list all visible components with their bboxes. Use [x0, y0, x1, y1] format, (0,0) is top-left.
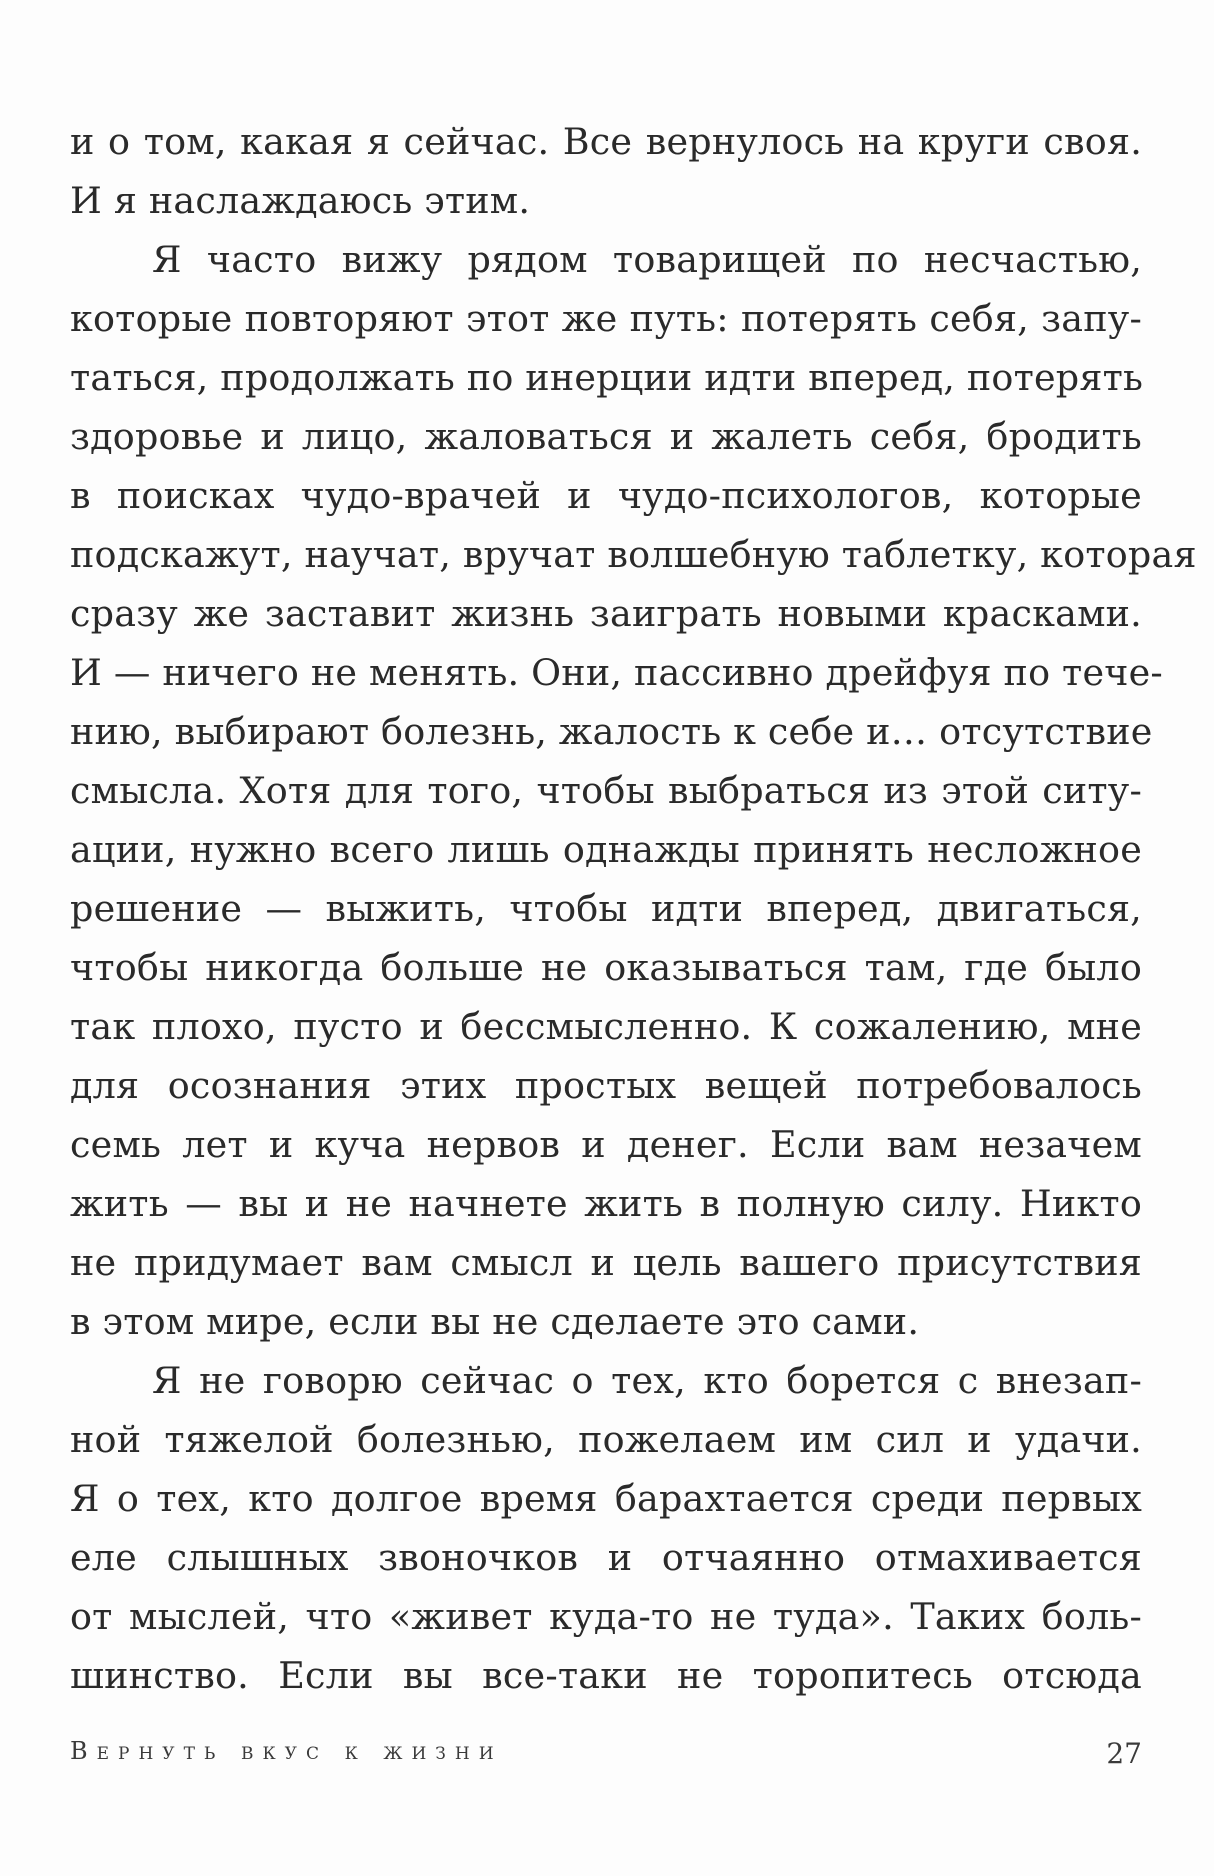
text-line: И я наслаждаюсь этим. [70, 179, 531, 222]
text-line: для осознания этих простых вещей потребовалось [70, 1064, 1142, 1107]
text-line: от мыслей, что «живет куда-то не туда». Таких боль- [70, 1595, 1142, 1638]
text-line: в этом мире, если вы не сделаете это сами. [70, 1300, 920, 1343]
text-line: нию, выбирают болезнь, жалость к себе и… отсутствие [70, 710, 1153, 753]
text-line: И — ничего не менять. Они, пассивно дрейфуя по тече- [70, 651, 1163, 694]
text-line: ной тяжелой болезнью, пожелаем им сил и удачи. [70, 1418, 1142, 1461]
text-line: жить — вы и не начнете жить в полную силу. Никто [70, 1182, 1142, 1225]
text-line: таться, продолжать по инерции идти вперед, потерять [70, 356, 1144, 399]
text-line: в поисках чудо-врачей и чудо-психологов, которые [70, 474, 1142, 517]
text-line: здоровье и лицо, жаловаться и жалеть себя, бродить [70, 415, 1142, 458]
text-line: которые повторяют этот же путь: потерять себя, запу- [70, 297, 1142, 340]
body-text [70, 112, 1197, 1705]
text-line: Я не говорю сейчас о тех, кто борется с внезап- [152, 1359, 1142, 1402]
text-line: Я часто вижу рядом товарищей по несчастью, [152, 238, 1142, 281]
text-line: семь лет и куча нервов и денег. Если вам незачем [70, 1123, 1142, 1166]
text-line: решение — выжить, чтобы идти вперед, двигаться, [70, 887, 1142, 930]
running-title: Вернуть вкус к жизни [70, 1737, 503, 1765]
text-line: не придумает вам смысл и цель вашего присутствия [70, 1241, 1142, 1284]
page-footer [70, 1737, 1142, 1777]
text-line: подскажут, научат, вручат волшебную таблетку, которая [70, 533, 1197, 576]
text-line: ации, нужно всего лишь однажды принять несложное [70, 828, 1142, 871]
text-line: Я о тех, кто долгое время барахтается среди первых [70, 1477, 1142, 1520]
text-line: так плохо, пусто и бессмысленно. К сожалению, мне [70, 1005, 1142, 1048]
text-line: шинство. Если вы все-таки не торопитесь отсюда [70, 1654, 1142, 1697]
text-line: смысла. Хотя для того, чтобы выбраться из этой ситу- [70, 769, 1142, 812]
text-line: сразу же заставит жизнь заиграть новыми красками. [70, 592, 1142, 635]
page-number: 27 [1106, 1737, 1142, 1770]
text-line: и о том, какая я сейчас. Все вернулось на круги своя. [70, 120, 1142, 163]
text-line: чтобы никогда больше не оказываться там, где было [70, 946, 1142, 989]
text-line: еле слышных звоночков и отчаянно отмахивается [70, 1536, 1142, 1579]
